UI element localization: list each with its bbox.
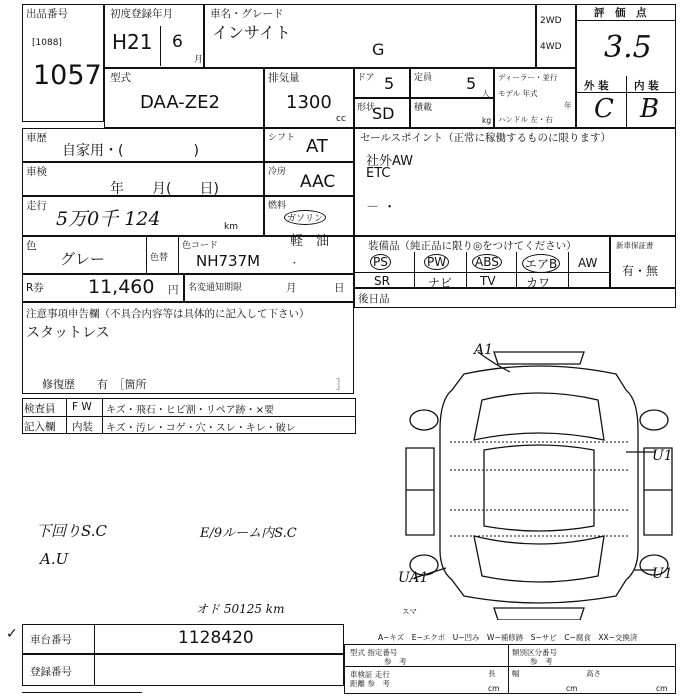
- sales-1: 社外AW: [366, 154, 414, 169]
- inspector-row1-tag: F W: [72, 401, 92, 413]
- inspector-label-2: 記入欄: [24, 421, 56, 433]
- mark-left: UA1: [398, 570, 429, 586]
- sumi-label: スマ: [402, 607, 417, 616]
- cap-label: 定員: [414, 73, 433, 83]
- ac-label: 冷房: [268, 167, 287, 177]
- year-unit: 年: [564, 101, 572, 110]
- car-name: インサイト: [212, 23, 291, 42]
- hand-note-1: 下回りS.C: [36, 522, 107, 540]
- fuel-diesel: 軽 油: [290, 234, 330, 249]
- drive-box: [536, 4, 576, 68]
- drive-4wd: 4WD: [540, 42, 562, 52]
- shape: SD: [372, 104, 395, 123]
- hand-note-2: A.U: [40, 550, 69, 568]
- hand-note-3: E/9ルーム内S.C: [200, 526, 297, 541]
- car-name-label: 車名・グレード: [210, 8, 284, 20]
- spec-type-label: 型式 指定番号: [350, 648, 398, 657]
- inspector-label-1: 検査員: [24, 403, 56, 415]
- equip-leather: カワ: [526, 276, 551, 290]
- color: グレー: [60, 250, 106, 268]
- grade: G: [372, 40, 385, 59]
- lot-number: 1057: [33, 60, 102, 91]
- equip-ps: PS: [370, 254, 391, 270]
- color-code-label: 色コード: [182, 241, 219, 251]
- recycle-label: R券: [26, 282, 44, 294]
- score: 3.5: [604, 30, 652, 65]
- int-grade: B: [640, 94, 660, 124]
- meter-day: 日: [334, 282, 345, 294]
- disp-unit: cc: [336, 114, 346, 124]
- spec-ref-label: 参 考: [384, 657, 407, 666]
- fuel-label: 燃料: [268, 201, 287, 211]
- car-damage-diagram: [394, 330, 684, 620]
- inspect: 年 月( 日): [110, 181, 219, 197]
- cm-3: cm: [656, 684, 668, 693]
- door: 5: [384, 74, 395, 93]
- mileage-unit: km: [224, 222, 238, 232]
- reg-label: 登録番号: [30, 666, 72, 678]
- cm-1: cm: [488, 684, 500, 693]
- equip-abs: ABS: [472, 254, 502, 270]
- sales-3: － ・: [366, 200, 397, 215]
- guarantee-label: 新車保証書: [616, 241, 654, 250]
- inspector-row2-items: キズ・汚レ・コゲ・穴・スレ・キレ・破レ: [106, 423, 296, 434]
- ext-grade: C: [594, 94, 614, 124]
- approval-label: 車検証 走行距離 参 考: [350, 670, 390, 688]
- disp-label: 排気量: [268, 72, 300, 84]
- cm-2: cm: [566, 684, 578, 693]
- width-label: 幅: [512, 669, 520, 678]
- usage-label: 車歴: [26, 132, 47, 144]
- recycle: 11,460: [88, 276, 155, 298]
- shape-label: 形状: [357, 103, 376, 113]
- mileage-label: 走行: [26, 200, 47, 212]
- repair-close: ］: [336, 378, 347, 391]
- handle-label: ハンドル 左・右: [498, 115, 553, 124]
- equip-aw: AW: [578, 256, 598, 270]
- equip-navi: ナビ: [428, 276, 453, 290]
- cap: 5: [466, 74, 477, 93]
- first-reg-era: H21: [112, 30, 153, 54]
- chassis-label: 車台番号: [30, 634, 72, 646]
- check-mark: ✓: [6, 626, 18, 642]
- inspector-row1-items: キズ・飛石・ヒビ割・リペア跡・×要: [106, 405, 274, 416]
- recycle-yen: 円: [168, 284, 179, 296]
- meter-label: 名変通知期限: [188, 283, 243, 293]
- drive-2wd: 2WD: [540, 16, 562, 26]
- rear-items-box: [354, 288, 676, 308]
- rear-seat-label: 後日品: [358, 293, 390, 305]
- score-label: 評 価 点: [594, 7, 647, 19]
- ext-label: 外 装: [584, 80, 609, 92]
- model-year-label: モデル 年式: [498, 89, 538, 98]
- notes-title: 注意事項申告欄（不具合内容等は具体的に記入して下さい）: [26, 308, 310, 320]
- repair-label: 修復歴 有 ［箇所: [42, 378, 147, 391]
- meter-month: 月: [286, 282, 297, 294]
- color-code: NH737M: [196, 252, 261, 270]
- door-label: ドア: [357, 73, 375, 83]
- month-unit: 月: [194, 55, 204, 65]
- sales-label: セールスポイント（正常に稼働するものに限ります）: [360, 132, 612, 144]
- equip-airbag: エアB: [522, 254, 560, 273]
- notes-text: スタットレス: [26, 325, 110, 341]
- color-label: 色: [26, 240, 37, 252]
- color-no-label: 色替: [150, 253, 169, 263]
- lot-label: 出品番号: [26, 8, 68, 20]
- equip-label: 装備品（純正品に限り◎をつけてください）: [368, 240, 577, 252]
- disp: 1300: [286, 92, 332, 113]
- dots-a: ・: [290, 259, 300, 269]
- usage: 自家用・( ): [62, 143, 199, 159]
- mark-top: A1: [474, 342, 494, 358]
- load-label: 積載: [414, 103, 433, 113]
- shift: AT: [306, 136, 328, 157]
- guarantee: 有・無: [622, 264, 659, 278]
- hand-note-4: オド 50125 km: [196, 602, 285, 616]
- cap-unit: 人: [482, 89, 490, 98]
- mark-right: U1: [652, 448, 673, 464]
- lot-code: [1088]: [32, 38, 62, 48]
- int-label: 内 装: [634, 80, 659, 92]
- chassis: 1128420: [178, 628, 254, 648]
- shift-label: シフト: [268, 133, 296, 143]
- first-reg-label: 初度登録年月: [110, 8, 173, 20]
- ac: AAC: [300, 172, 336, 192]
- height-label: 高さ: [586, 669, 601, 678]
- spec-class-label: 類別区分番号: [512, 648, 557, 657]
- fuel-gas: ガソリン: [284, 210, 326, 225]
- first-reg-month: 6: [172, 32, 183, 52]
- inspector-row2-tag: 内装: [72, 421, 93, 433]
- equip-pw: PW: [424, 254, 449, 270]
- length-label: 長: [488, 669, 496, 678]
- model: DAA-ZE2: [140, 92, 220, 113]
- mark-right-2: U1: [652, 566, 673, 582]
- inspect-label: 車検: [26, 166, 47, 178]
- damage-legend: A−キズ E−エクボ U−凹み W−補修跡 S−サビ C−腐食 XX−交換済: [378, 633, 638, 642]
- equip-tv: TV: [480, 274, 496, 288]
- mileage: 5万0千 124: [56, 208, 161, 230]
- equip-sr: SR: [374, 274, 390, 288]
- spec-ref-label-2: 参 考: [530, 657, 553, 666]
- dealer-label: ディーラー・並行: [498, 73, 558, 82]
- load-unit: kg: [482, 116, 492, 125]
- model-label: 型式: [110, 72, 131, 84]
- sales-2: ETC: [366, 166, 391, 181]
